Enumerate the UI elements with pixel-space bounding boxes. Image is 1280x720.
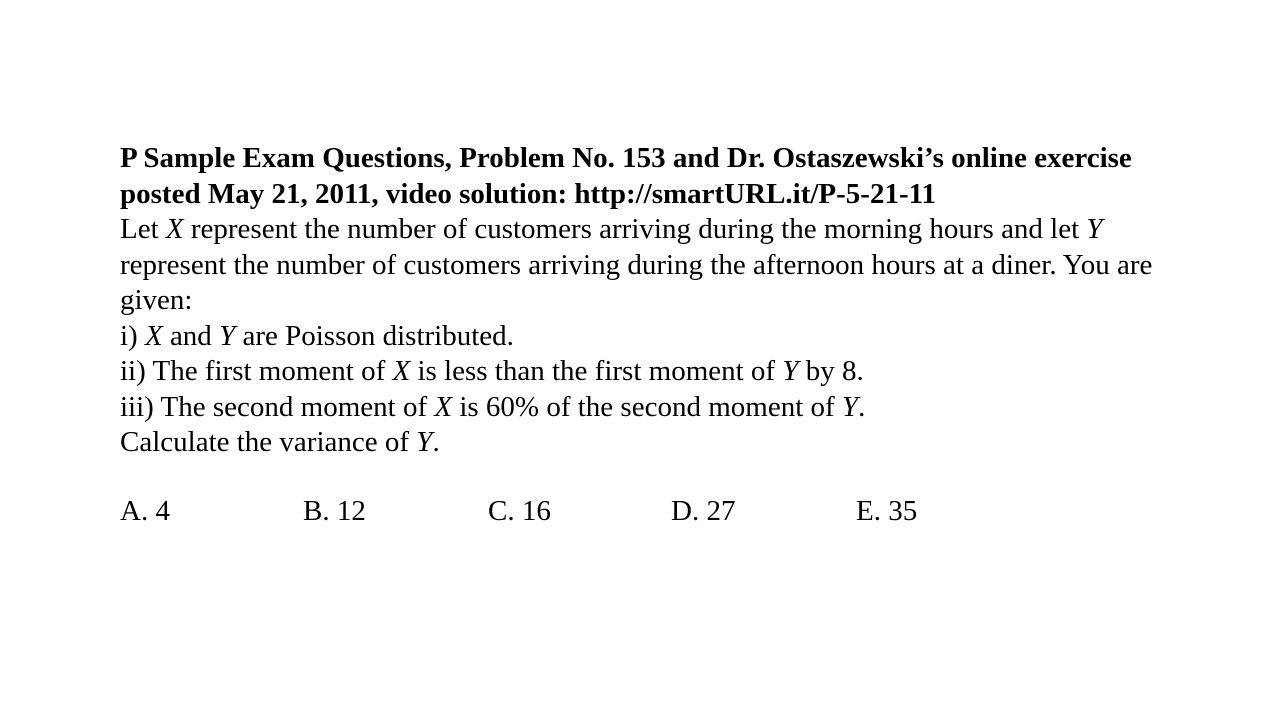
variable-y: Y [782, 355, 799, 387]
question-text: . [432, 426, 440, 458]
choice-c: C. 16 [488, 495, 551, 527]
header-line-1: P Sample Exam Questions, Problem No. 153 and Dr. Ostaszewski’s online exercise [120, 142, 1132, 174]
condition-text: is 60% of the second moment of [452, 390, 842, 423]
condition-text: by 8. [798, 355, 864, 387]
condition-text: are Poisson distributed. [235, 319, 514, 352]
condition-text: and [162, 319, 220, 352]
variable-x: X [165, 213, 184, 245]
variable-y: Y [841, 390, 859, 423]
choice-d: D. 27 [671, 495, 736, 527]
condition-text: ii) The first moment of [120, 355, 393, 387]
condition-3 [120, 390, 1240, 426]
variable-y: Y [1086, 213, 1103, 245]
condition-2 [120, 354, 1240, 390]
variable-x: X [144, 319, 163, 352]
intro-line-1 [120, 212, 1240, 248]
condition-1 [120, 319, 1240, 355]
variable-x: X [392, 355, 411, 387]
question-text: Calculate the variance of [120, 426, 417, 458]
choice-b: B. 12 [303, 495, 366, 527]
question-prompt [120, 425, 1240, 461]
choice-a: A. 4 [120, 495, 170, 527]
choice-e: E. 35 [856, 495, 918, 527]
intro-text: Let [120, 213, 166, 245]
intro-line-2: represent the number of customers arriving during the afternoon hours at a diner. You are [120, 248, 1153, 281]
condition-text: . [858, 390, 866, 423]
condition-text: is less than the first moment of [410, 355, 783, 387]
variable-x: X [434, 390, 453, 423]
variable-y: Y [219, 319, 236, 352]
variable-y: Y [416, 426, 433, 458]
intro-text: represent the number of customers arriving during the morning hours and let [183, 213, 1087, 245]
problem-text [120, 141, 1240, 461]
header-line-2: posted May 21, 2011, video solution: http://smartURL.it/P-5-21-11 [120, 177, 937, 210]
condition-text: i) [120, 319, 145, 352]
intro-line-3: given: [120, 284, 193, 316]
condition-text: iii) The second moment of [120, 390, 435, 423]
